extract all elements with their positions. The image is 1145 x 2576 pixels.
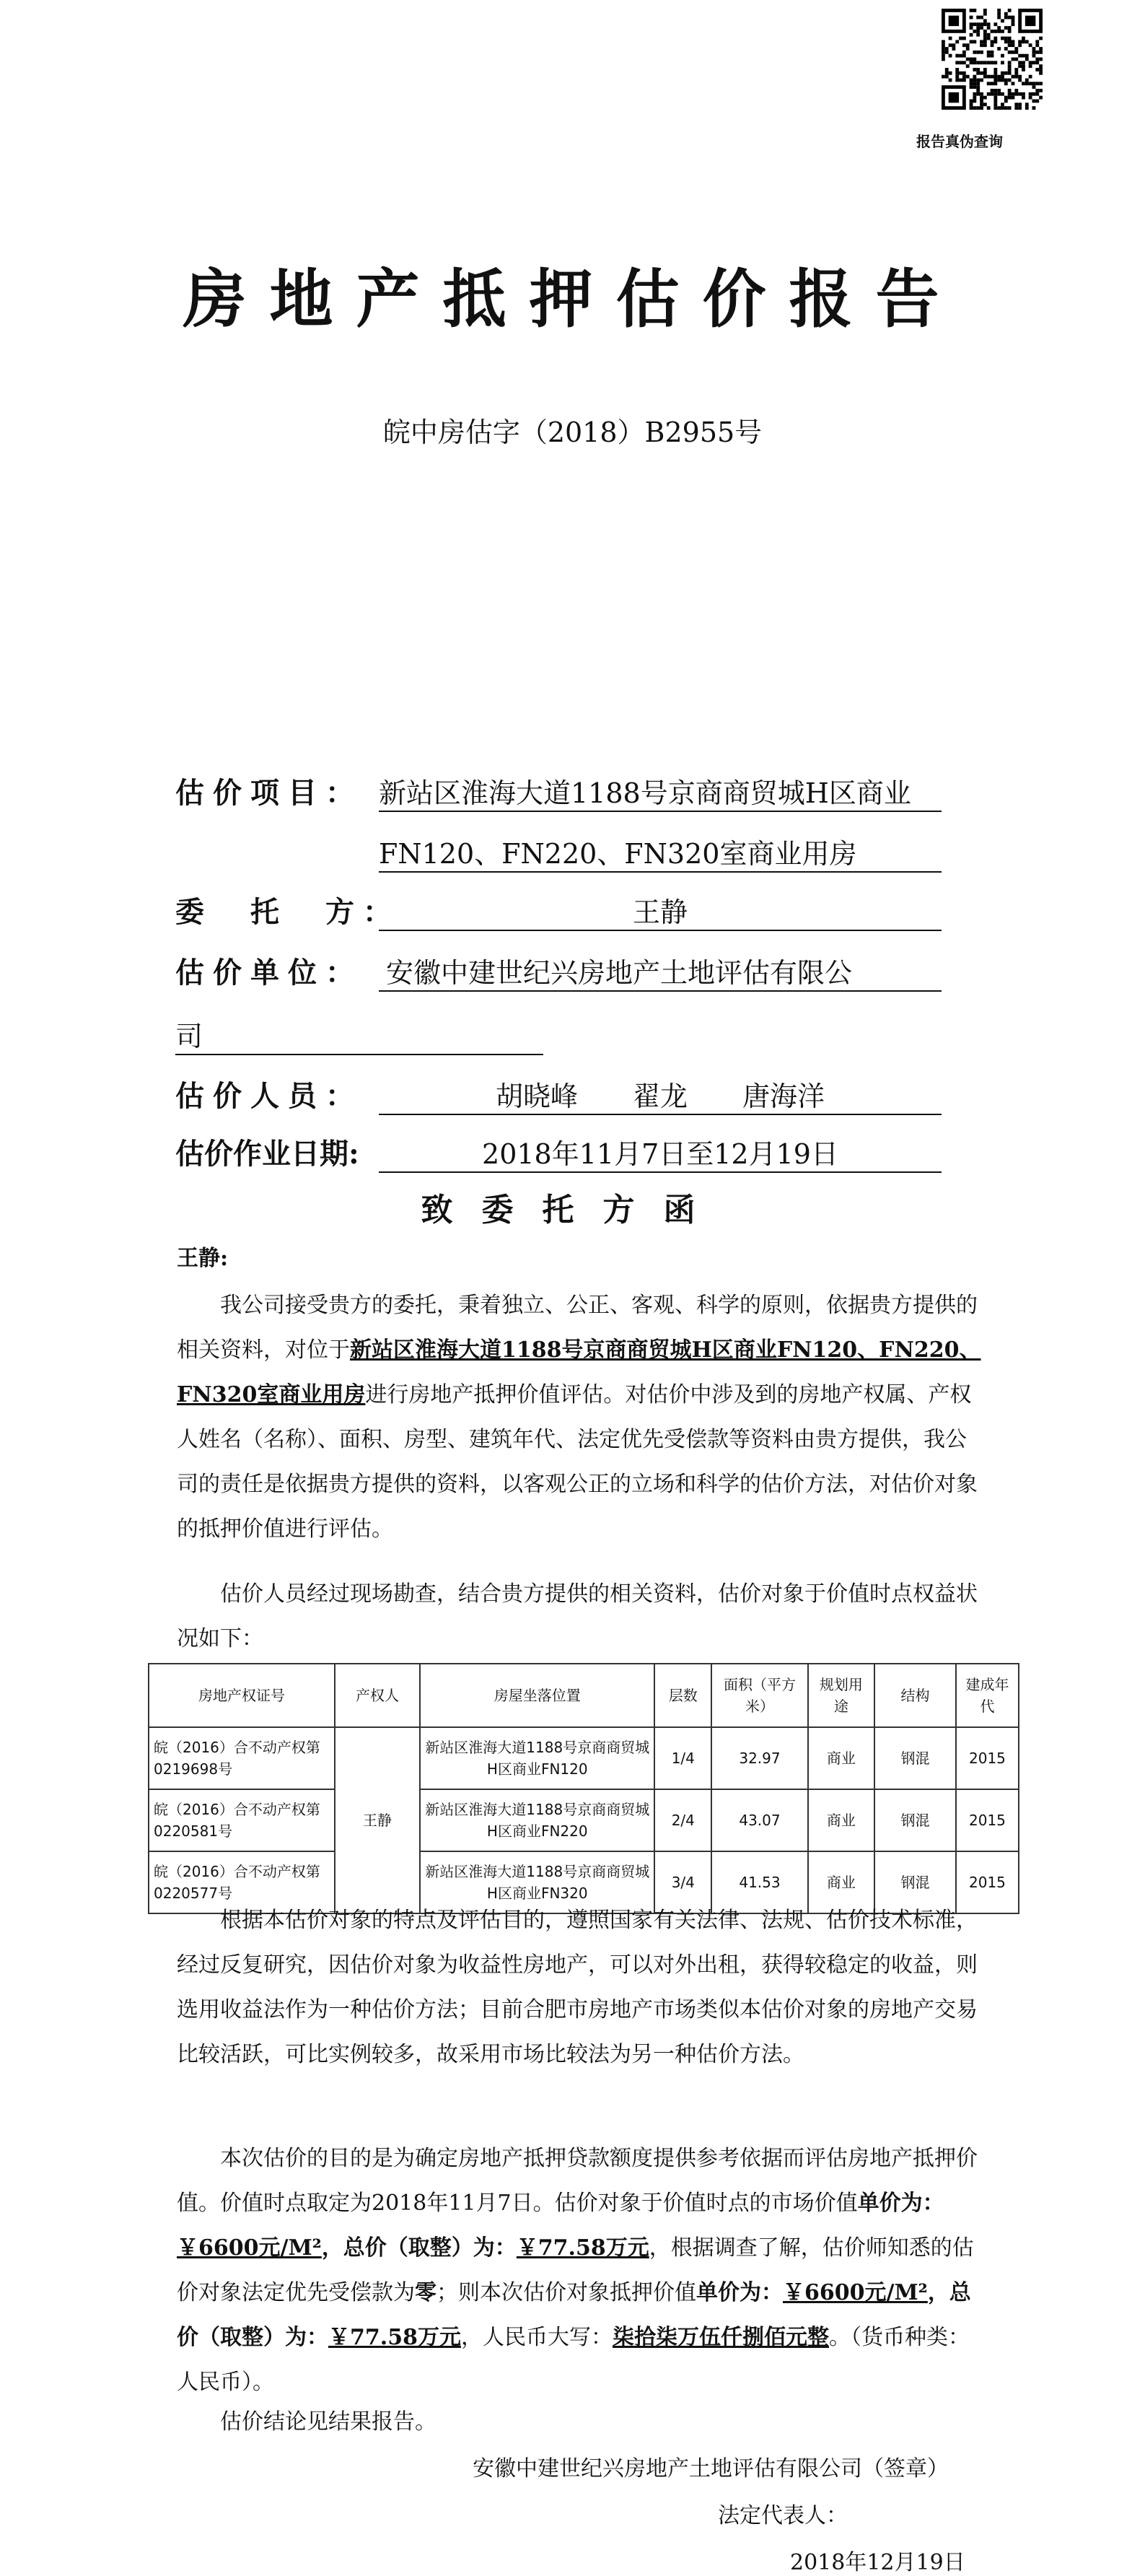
project-value-line1: 新站区淮海大道1188号京商商贸城H区商业 (379, 771, 942, 812)
cell-floor: 3/4 (654, 1851, 711, 1913)
p4-mortgage-total-price: ￥77.58万元 (328, 2325, 461, 2350)
paragraph-3: 根据本估价对象的特点及评估目的，遵照国家有关法律、法规、估价技术标准，经过反复研究，因估价对象为收益性房地产，可以对外出租，获得较稳定的收益，则选用收益法作为一种估价方法；目前合肥市房地产市场类似本估价对象的房地产交易比较活跃，可比实例较多，故采用市场比较法为另一种估价方法。 (177, 1908, 978, 2067)
th-year: 建成年代 (956, 1664, 1019, 1727)
p4-amount-in-words: 柒拾柒万伍仟捌佰元整 (612, 2325, 829, 2350)
qr-code[interactable] (942, 9, 1043, 110)
p4-market-total-price: ￥77.58万元 (516, 2235, 649, 2261)
p4-market-unit-label: 单价为： (857, 2191, 944, 2216)
cell-year: 2015 (956, 1727, 1019, 1789)
date-label: 估价作业日期: (175, 1137, 359, 1171)
p1-text-c: 进行房地产抵押价值评估。对估价中涉及到的房地产权属、产权人姓名（名称）、面积、房型、建筑年代、法定优先受偿款等资料由贵方提供，我公司的责任是依据贵方提供的资料，以客观公正的立场和科学的估价方法，对估价对象的抵押价值进行评估。 (177, 1382, 978, 1542)
staff-value: 胡晓峰 翟龙 唐海洋 (379, 1074, 942, 1115)
cell-use: 商业 (808, 1789, 874, 1851)
signature-representative: 法定代表人： (718, 2503, 848, 2528)
qr-caption: 报告真伪查询 (916, 133, 1003, 150)
cell-year: 2015 (956, 1851, 1019, 1913)
letter-title: 致委托方函 (421, 1192, 724, 1228)
cell-structure: 钢混 (874, 1789, 956, 1851)
cell-structure: 钢混 (874, 1851, 956, 1913)
project-label: 估价项目： (175, 776, 363, 810)
paragraph-5: 估价结论见结果报告。 (220, 2409, 436, 2435)
cell-cert: 皖（2016）合不动产权第0220577号 (149, 1851, 335, 1913)
client-value: 王静 (379, 890, 942, 931)
cell-area: 32.97 (711, 1727, 808, 1789)
th-cert: 房地产权证号 (149, 1664, 335, 1727)
client-label: 委 托 方： (175, 895, 400, 929)
cell-floor: 1/4 (654, 1727, 711, 1789)
unit-label: 估价单位： (175, 956, 363, 990)
cell-floor: 2/4 (654, 1789, 711, 1851)
paragraph-2: 估价人员经过现场勘查，结合贵方提供的相关资料，估价对象于价值时点权益状况如下： (177, 1581, 978, 1651)
th-area: 面积（平方米） (711, 1664, 808, 1727)
paragraph-4 (177, 2136, 985, 2405)
project-value-line2: FN120、FN220、FN320室商业用房 (379, 831, 942, 873)
table-header-row (149, 1664, 1019, 1727)
paragraph-1 (177, 1283, 985, 1552)
cell-cert: 皖（2016）合不动产权第0219698号 (149, 1727, 335, 1789)
cell-use: 商业 (808, 1727, 874, 1789)
table-row (149, 1727, 1019, 1789)
p1-text-a: 我公司接受贵方的委托，秉着独立、公正、客观、科学的原则，依据贵方提供的相关资料，对位于 (177, 1293, 978, 1363)
cell-location: 新站区淮海大道1188号京商商贸城H区商业FN320 (420, 1851, 654, 1913)
p4-market-unit-price: ￥6600元/M² (177, 2235, 322, 2261)
cell-structure: 钢混 (874, 1727, 956, 1789)
th-owner: 产权人 (335, 1664, 420, 1727)
th-floor: 层数 (654, 1664, 711, 1727)
signature-company: 安徽中建世纪兴房地产土地评估有限公司（签章） (473, 2456, 949, 2481)
cell-location: 新站区淮海大道1188号京商商贸城H区商业FN220 (420, 1789, 654, 1851)
signature-date: 2018年12月19日 (790, 2550, 965, 2575)
p4-mortgage-unit-label: 单价为： (696, 2280, 783, 2305)
table-row (149, 1789, 1019, 1851)
p4-text-m: ，人民币大写： (460, 2325, 613, 2350)
p4-text-a: 本次估价的目的是为确定房地产抵押贷款额度提供参考依据而评估房地产抵押价值。价值时点取定为2018年11月7日。估价对象于价值时点的市场价值 (177, 2146, 978, 2216)
qr-code-icon (942, 9, 1043, 110)
salutation: 王静: (177, 1246, 229, 1271)
cell-location: 新站区淮海大道1188号京商商贸城H区商业FN120 (420, 1727, 654, 1789)
unit-value-line1: 安徽中建世纪兴房地产土地评估有限公 (379, 951, 942, 992)
p1-property: 新站区淮海大道1188号京商商贸城H区商业FN120、FN220、FN320室商业用房 (177, 1337, 981, 1407)
p4-text-h: ；则本次估价对象抵押价值 (436, 2280, 696, 2305)
p4-mortgage-unit-price: ￥6600元/M² (783, 2280, 928, 2305)
cell-area: 43.07 (711, 1789, 808, 1851)
cell-area: 41.53 (711, 1851, 808, 1913)
date-value: 2018年11月7日至12月19日 (379, 1132, 942, 1173)
property-table (148, 1663, 1019, 1914)
cell-cert: 皖（2016）合不动产权第0220581号 (149, 1789, 335, 1851)
p4-mortgage-total-label: ，总价（取整）为： (177, 2280, 971, 2350)
report-number: 皖中房估字（2018）B2955号 (382, 416, 763, 448)
p4-text-f: ，根据调查了解，估价师知悉的估价对象法定优先受偿款为 (177, 2235, 974, 2305)
cell-use: 商业 (808, 1851, 874, 1913)
p4-text-o: 。（货币种类：人民币）。 (177, 2325, 970, 2395)
report-title: 房地产抵押估价报告 (183, 261, 962, 336)
cell-year: 2015 (956, 1789, 1019, 1851)
th-location: 房屋坐落位置 (420, 1664, 654, 1727)
staff-label: 估价人员： (175, 1079, 363, 1113)
unit-value-line2: 司 (175, 1014, 543, 1055)
th-use: 规划用途 (808, 1664, 874, 1727)
p4-market-total-label: ，总价（取整）为： (321, 2235, 517, 2261)
th-structure: 结构 (874, 1664, 956, 1727)
cell-owner: 王静 (335, 1727, 420, 1913)
p4-priority-amount: 零 (415, 2280, 436, 2305)
